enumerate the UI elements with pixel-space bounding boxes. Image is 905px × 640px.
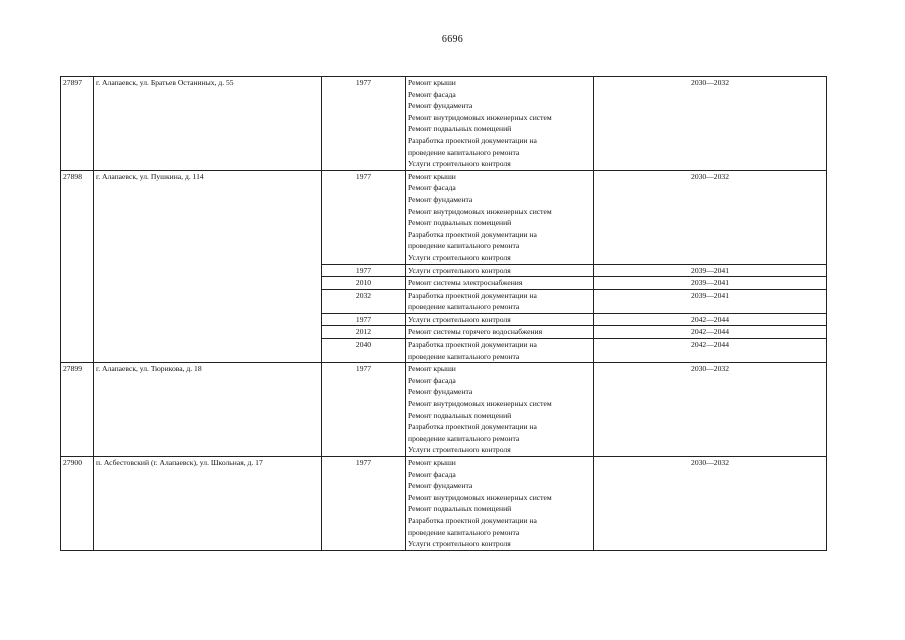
address-text: г. Алапаевск, ул. Братьев Останиных, д. 55 [96,78,234,87]
entry-number-cell [61,457,94,551]
entry-number: 27899 [63,364,82,374]
period-cell [594,289,827,313]
address-cell [94,457,322,551]
work-item: Ремонт фасада [408,89,456,99]
work-item: проведение капитального ремонта [408,302,520,312]
work-item: Ремонт фасада [408,375,456,385]
work-item: Ремонт внутридомовых инженерных систем [408,399,552,409]
work-item: Ремонт крыши [408,458,456,467]
page-number: 6696 [441,34,464,45]
work-item: Разработка проектной документации на [408,229,537,239]
period-value: 2042—2044 [691,340,729,350]
works-cell [406,289,594,313]
work-item: Разработка проектной документации на [408,290,537,300]
work-item: Разработка проектной документации на [408,515,537,525]
year-value: 1977 [355,78,372,87]
work-item: Ремонт подвальных помещений [408,218,512,228]
period-value: 2030—2032 [691,78,729,87]
work-item: Ремонт фундамента [408,194,473,204]
work-item: Услуги строительного контроля [408,539,511,549]
work-item: Услуги строительного контроля [408,252,511,262]
address-text: п. Асбестовский (г. Алапаевск), ул. Школьная, д. 17 [96,458,263,467]
year-cell [322,277,406,290]
period-cell [594,264,827,277]
year-value: 1977 [355,364,372,374]
address-cell [94,77,322,171]
works-cell [406,457,594,551]
year-value: 1977 [355,314,372,324]
work-item: Ремонт фасада [408,469,456,479]
work-item: Ремонт фасада [408,183,456,193]
period-value: 2039—2041 [691,265,729,275]
year-cell [322,339,406,363]
period-value: 2042—2044 [691,314,729,324]
works-cell [406,277,594,290]
works-cell [406,77,594,171]
year-value: 1977 [355,458,372,467]
work-item: Ремонт внутридомовых инженерных систем [408,492,552,502]
work-item: Ремонт крыши [408,364,456,374]
work-item: Ремонт крыши [408,171,456,181]
period-value: 2042—2044 [691,327,729,337]
year-cell [322,457,406,551]
address-cell [94,170,322,363]
year-cell [322,289,406,313]
work-item: проведение капитального ремонта [408,351,520,361]
work-item: Разработка проектной документации на [408,340,537,350]
work-item: Услуги строительного контроля [408,159,511,169]
entry-number: 27898 [63,171,82,181]
table-row [61,457,827,551]
capital-repair-table [60,76,827,551]
work-item: проведение капитального ремонта [408,433,520,443]
works-cell [406,313,594,326]
work-item: Ремонт внутридомовых инженерных систем [408,112,552,122]
year-cell [322,363,406,457]
year-value: 2032 [355,290,372,300]
entry-number: 27897 [63,78,82,87]
year-value: 1977 [355,171,372,181]
period-value: 2030—2032 [691,458,729,467]
year-value: 2010 [355,278,372,288]
entry-number: 27900 [63,458,82,467]
work-item: Ремонт системы горячего водоснабжения [408,327,543,337]
period-cell [594,326,827,339]
address-cell [94,363,322,457]
period-cell [594,363,827,457]
period-cell [594,457,827,551]
address-text: г. Алапаевск, ул. Тюрикова, д. 18 [96,364,202,374]
works-cell [406,339,594,363]
period-cell [594,170,827,264]
address-text: г. Алапаевск, ул. Пушкина, д. 114 [96,171,204,181]
works-cell [406,170,594,264]
work-item: Услуги строительного контроля [408,265,511,275]
work-item: Разработка проектной документации на [408,422,537,432]
work-item: Ремонт фундамента [408,101,473,111]
work-item: Ремонт подвальных помещений [408,504,512,514]
table-row [61,77,827,171]
table-row [61,170,827,264]
work-item: Разработка проектной документации на [408,135,537,145]
period-value: 2039—2041 [691,290,729,300]
work-item: Ремонт крыши [408,78,456,87]
entry-number-cell [61,77,94,171]
entry-number-cell [61,170,94,363]
works-cell [406,363,594,457]
period-value: 2030—2032 [691,171,729,181]
work-item: Ремонт подвальных помещений [408,124,512,134]
year-cell [322,77,406,171]
period-cell [594,313,827,326]
year-cell [322,313,406,326]
period-cell [594,277,827,290]
entry-number-cell [61,363,94,457]
period-value: 2039—2041 [691,278,729,288]
work-item: Услуги строительного контроля [408,314,511,324]
year-value: 2040 [355,340,372,350]
work-item: проведение капитального ремонта [408,147,520,157]
work-item: Ремонт системы электроснабжения [408,278,523,288]
period-value: 2030—2032 [691,364,729,374]
year-value: 1977 [355,265,372,275]
period-cell [594,339,827,363]
table-body [61,77,827,551]
work-item: проведение капитального ремонта [408,527,520,537]
work-item: Ремонт внутридомовых инженерных систем [408,206,552,216]
period-cell [594,77,827,171]
work-item: Ремонт фундамента [408,481,473,491]
table-row [61,363,827,457]
works-cell [406,264,594,277]
work-item: Ремонт подвальных помещений [408,410,512,420]
year-cell [322,264,406,277]
work-item: Ремонт фундамента [408,387,473,397]
work-item: Услуги строительного контроля [408,445,511,455]
year-value: 2012 [355,327,372,337]
works-cell [406,326,594,339]
year-cell [322,326,406,339]
work-item: проведение капитального ремонта [408,241,520,251]
year-cell [322,170,406,264]
